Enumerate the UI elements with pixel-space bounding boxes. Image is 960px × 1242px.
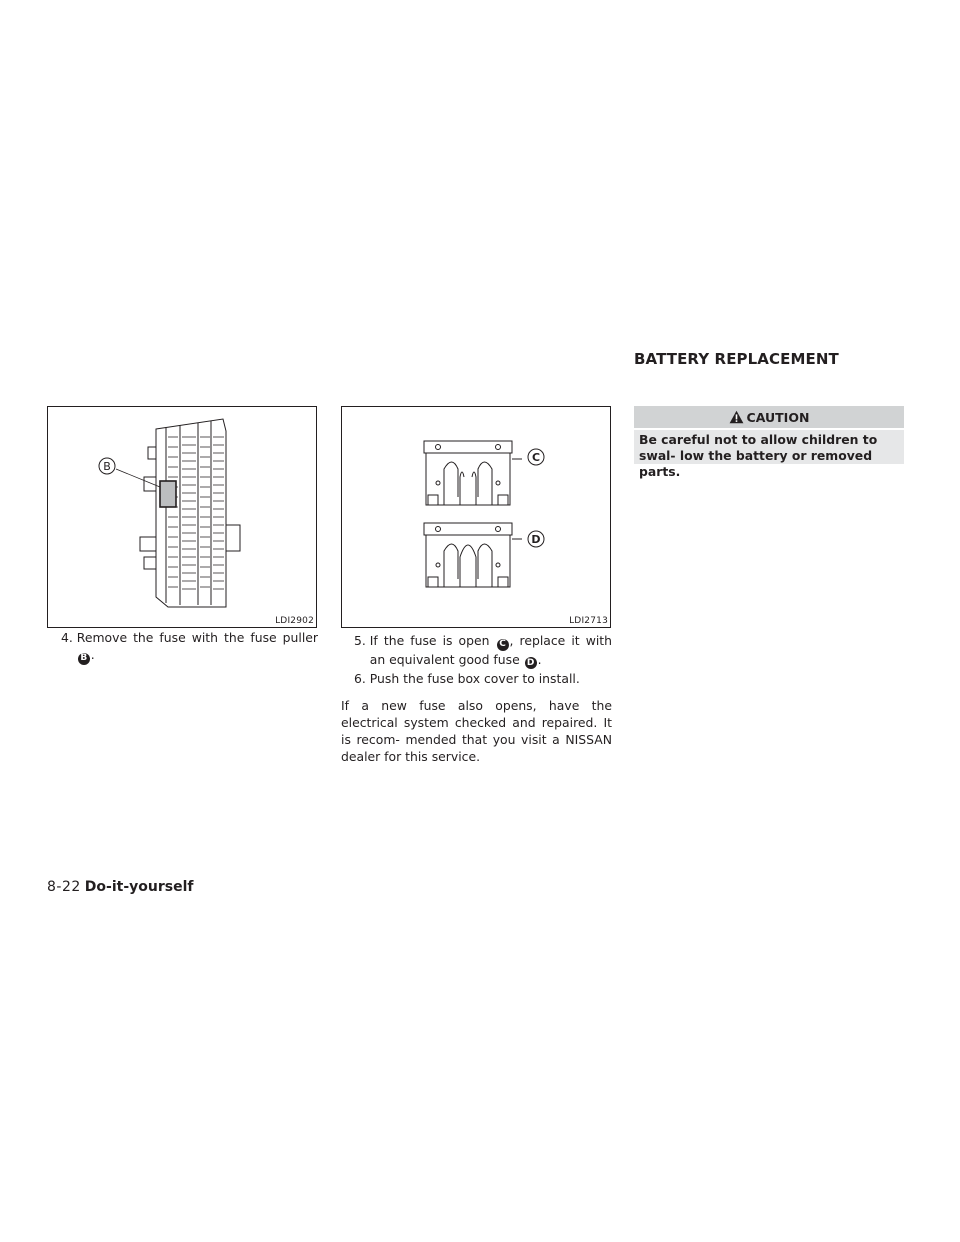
step-text-end: . bbox=[537, 651, 542, 667]
step-text-middle: , replace it with an equivalent good fuse bbox=[369, 633, 612, 667]
section-title: BATTERY REPLACEMENT bbox=[634, 350, 839, 368]
page-footer bbox=[47, 879, 193, 895]
fuse-box-figure bbox=[47, 406, 317, 628]
step-6 bbox=[354, 670, 612, 687]
callout-b-badge: B bbox=[78, 653, 90, 665]
step-text-end: . bbox=[90, 647, 95, 662]
step-text: If the fuse is open bbox=[369, 633, 496, 648]
step-number: 5. bbox=[354, 633, 366, 648]
callout-b-label: B bbox=[103, 460, 111, 473]
callout-c-badge: C bbox=[497, 639, 509, 651]
fuse-illustration bbox=[342, 407, 610, 627]
step-number: 4. bbox=[61, 630, 73, 645]
callout-c-label: C bbox=[531, 451, 541, 464]
fuse-comparison-figure bbox=[341, 406, 611, 628]
figure-code: LDI2713 bbox=[569, 616, 608, 626]
chapter-title: Do-it-yourself bbox=[84, 879, 194, 895]
step-4 bbox=[61, 629, 318, 665]
page-number: 8-22 bbox=[47, 879, 81, 895]
caution-text: Be careful not to allow children to swal- low the battery or removed parts. bbox=[634, 430, 904, 464]
advisory-paragraph: If a new fuse also opens, have the electrical system checked and repaired. It is recom- mended that you visit a NISSAN dealer for this service. bbox=[341, 698, 612, 764]
callout-d-label: D bbox=[531, 533, 541, 546]
caution-label: CAUTION bbox=[746, 409, 810, 425]
fuse-box-illustration bbox=[48, 407, 316, 627]
figure-code: LDI2902 bbox=[275, 616, 314, 626]
step-text: Push the fuse box cover to install. bbox=[369, 671, 580, 686]
step-5 bbox=[354, 632, 612, 669]
step-number: 6. bbox=[354, 671, 366, 686]
warning-icon bbox=[729, 410, 744, 424]
callout-d-badge: D bbox=[525, 657, 537, 669]
step-text: Remove the fuse with the fuse puller bbox=[76, 630, 318, 645]
caution-header bbox=[634, 406, 904, 428]
